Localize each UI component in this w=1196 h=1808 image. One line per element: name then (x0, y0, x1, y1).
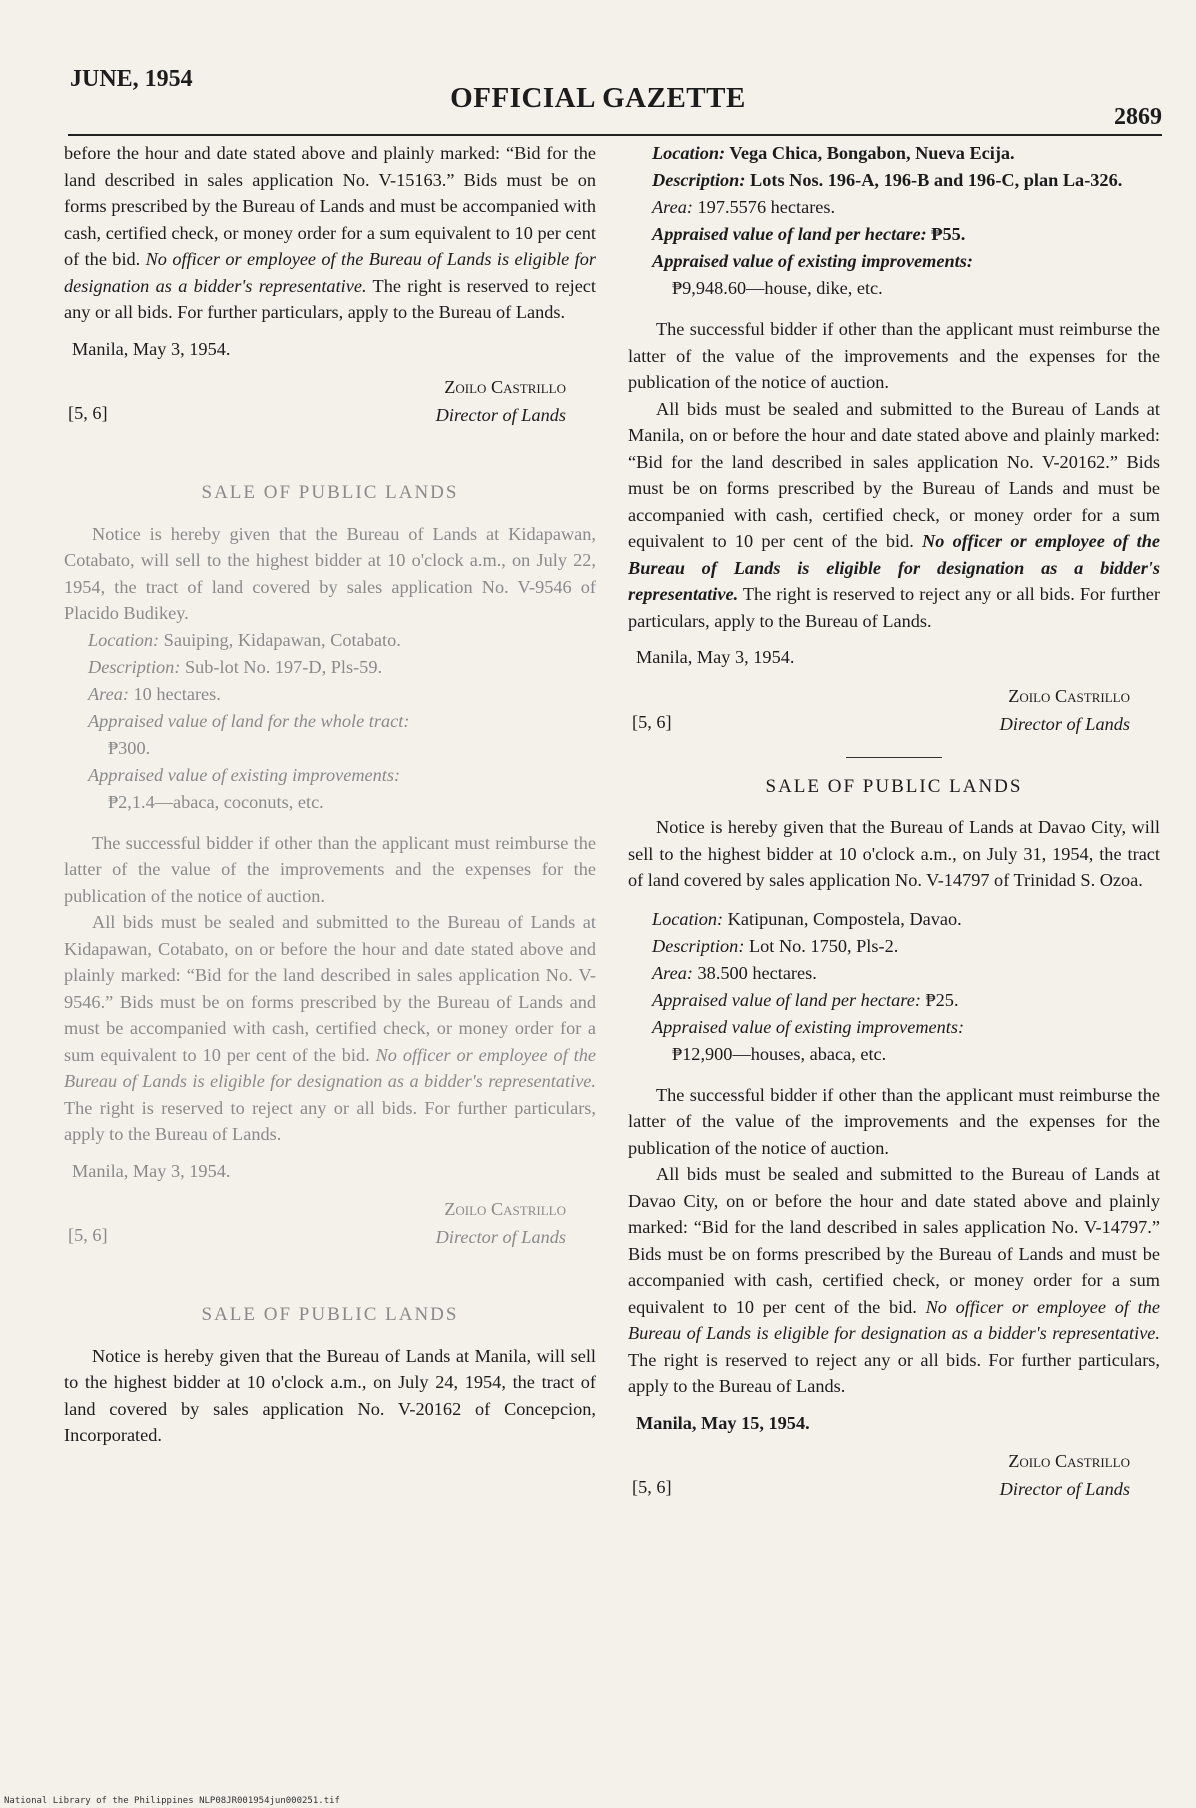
signature-block (628, 1448, 1160, 1512)
notice-reimburse: The successful bidder if other than the applicant must reimburse the latter of the value of the improvements and the expenses for the publication of the notice of auction. (628, 319, 1160, 392)
right-column (628, 140, 1160, 1512)
detail-appraised-land-value: ₱300. (108, 737, 151, 758)
detail-location: Location: Katipunan, Compostela, Davao. (652, 908, 962, 929)
notice-manila-continued (628, 140, 1160, 747)
lot-details (652, 906, 1160, 1068)
notice-manila-start (64, 1302, 596, 1449)
detail-appraised-improvements-value: ₱2,1.4—abaca, coconuts, etc. (108, 791, 324, 812)
signature-block (64, 1196, 596, 1260)
publication-title: OFFICIAL GAZETTE (450, 82, 746, 114)
notice-intro: Notice is hereby given that the Bureau of Lands at Manila, will sell to the highest bidder at 10 o'clock a.m., on July 24, 1954, the tract of land covered by sales application No. V-20162 of Concepcion, Incorporated. (64, 1345, 596, 1445)
detail-location: Location: Sauiping, Kidapawan, Cotabato. (88, 629, 401, 650)
issue-reference: [5, 6] (632, 1477, 672, 1497)
notice-reimburse: The successful bidder if other than the applicant must reimburse the latter of the value of the improvements and the expenses for the publication of the notice of auction. (64, 832, 596, 906)
signatory-title: Director of Lands (435, 1227, 566, 1247)
detail-appraised-land: Appraised value of land per hectare: ₱55. (652, 224, 966, 244)
section-divider (846, 757, 942, 758)
signatory-name: Zoilo Castrillo (1008, 685, 1130, 706)
notice-davao (628, 774, 1160, 1513)
detail-appraised-improvements: Appraised value of existing improvements: (652, 251, 973, 271)
detail-appraised-improvements: Appraised value of existing improvements: (88, 764, 401, 785)
place-date: Manila, May 3, 1954. (636, 647, 795, 667)
detail-appraised-improvements-value: ₱12,900—houses, abaca, etc. (672, 1043, 887, 1064)
notice-bids: All bids must be sealed and submitted to the Bureau of Lands at Davao City, on or before the hour and date stated above and plainly marked: “Bid for the land described in sales application No. V-14797.” Bids must be on forms prescribed by the Bureau of Lands and must be accompanied with cash, certified check, or money order for a sum equivalent to 10 per cent of the bid. No officer or employee of the Bureau of Lands is eligible for designation as a bidder's representative. The right is reserved to reject any or all bids. For further particulars, apply to the Bureau of Lands. (628, 1164, 1161, 1396)
signatory-name: Zoilo Castrillo (444, 377, 566, 397)
signatory-title: Director of Lands (999, 1479, 1130, 1499)
place-date: Manila, May 15, 1954. (636, 1412, 810, 1433)
signatory-title: Director of Lands (999, 713, 1130, 734)
left-column (64, 140, 596, 1449)
issue-date: JUNE, 1954 (70, 66, 193, 92)
place-date: Manila, May 3, 1954. (72, 1160, 231, 1181)
notice-eligibility: No officer or employee of the Bureau of Lands is eligible for designation as a bidder's representative. (64, 249, 596, 296)
detail-appraised-land: Appraised value of land per hectare: ₱25. (652, 989, 959, 1010)
signatory-name: Zoilo Castrillo (1008, 1451, 1130, 1471)
issue-reference: [5, 6] (68, 403, 108, 423)
detail-area: Area: 38.500 hectares. (652, 962, 817, 983)
notice-bids: All bids must be sealed and submitted to the Bureau of Lands at Manila, on or before the hour and date stated above and plainly marked: “Bid for the land described in sales application No. V-20162.” Bids must be on forms prescribed by the Bureau of Lands and must be accompanied with cash, certified check, or money order for a sum equivalent to 10 per cent of the bid. No officer or employee of the Bureau of Lands is eligible for designation as a bidder's representative. The right is reserved to reject any or all bids. For further particulars, apply to the Bureau of Lands. (628, 398, 1160, 631)
page-number: 2869 (1114, 104, 1162, 130)
detail-area: Area: 10 hectares. (88, 683, 221, 704)
issue-reference: [5, 6] (68, 1225, 108, 1245)
detail-description: Description: Lots Nos. 196-A, 196-B and 196-C, plan La-326. (652, 170, 1123, 190)
notice-intro: Notice is hereby given that the Bureau of Lands at Kidapawan, Cotabato, will sell to the highest bidder at 10 o'clock a.m., on July 22, 1954, the tract of land covered by sales application No. V-9546 of Placido Budikey. (64, 523, 596, 623)
notice-heading: SALE OF PUBLIC LANDS (201, 482, 459, 503)
signature-block (628, 683, 1160, 747)
place-date: Manila, May 3, 1954. (72, 338, 231, 359)
detail-description: Description: Lot No. 1750, Pls-2. (652, 935, 899, 956)
notice-body: before the hour and date stated above and plainly marked: “Bid for the land described in sales application No. V-15163.” Bids must be on forms prescribed by the Bureau of Lands and must be accompanied with cash, certified check, or money order for a sum equivalent to 10 per cent of the bid. (64, 143, 596, 269)
notice-kidapawan (64, 480, 596, 1260)
signature-block (64, 374, 596, 438)
signatory-title: Director of Lands (435, 405, 566, 425)
detail-appraised-land: Appraised value of land for the whole tract: (88, 710, 410, 731)
detail-description: Description: Sub-lot No. 197-D, Pls-59. (88, 656, 383, 677)
issue-reference: [5, 6] (632, 711, 672, 732)
notice-intro: Notice is hereby given that the Bureau of Lands at Davao City, will sell to the highest bidder at 10 o'clock a.m., on July 31, 1954, the tract of land covered by sales application No. V-14797 of Trinidad S. Ozoa. (628, 817, 1160, 890)
notice-heading: SALE OF PUBLIC LANDS (765, 775, 1023, 797)
notice-bids: All bids must be sealed and submitted to the Bureau of Lands at Kidapawan, Cotabato, on or before the hour and date stated above and plainly marked: “Bid for the land described in sales application No. V-9546.” Bids must be on forms prescribed by the Bureau of Lands and must be accompanied with cash, certified check, or money order for a sum equivalent to 10 per cent of the bid. No officer or employee of the Bureau of Lands is eligible for designation as a bidder's representative. The right is reserved to reject any or all bids. For further particulars, apply to the Bureau of Lands. (64, 912, 597, 1144)
notice-reimburse: The successful bidder if other than the applicant must reimburse the latter of the value of the improvements and the expenses for the publication of the notice of auction. (628, 1084, 1160, 1158)
signatory-name: Zoilo Castrillo (444, 1199, 566, 1219)
notice-continuation (64, 140, 596, 438)
detail-appraised-improvements: Appraised value of existing improvements: (652, 1016, 965, 1037)
detail-location: Location: Vega Chica, Bongabon, Nueva Ecija. (652, 143, 1015, 163)
header-rule (68, 134, 1162, 136)
notice-closing: The right is reserved to reject any or all bids. For further particulars, apply to the Bureau of Lands. (64, 275, 596, 322)
scan-source-footer: National Library of the Philippines NLP08JR001954jun000251.tif (4, 1796, 340, 1806)
detail-area: Area: 197.5576 hectares. (652, 197, 836, 217)
notice-heading: SALE OF PUBLIC LANDS (201, 1304, 459, 1325)
lot-details (88, 627, 596, 816)
detail-appraised-improvements-value: ₱9,948.60—house, dike, etc. (672, 278, 883, 298)
lot-details (652, 140, 1160, 302)
